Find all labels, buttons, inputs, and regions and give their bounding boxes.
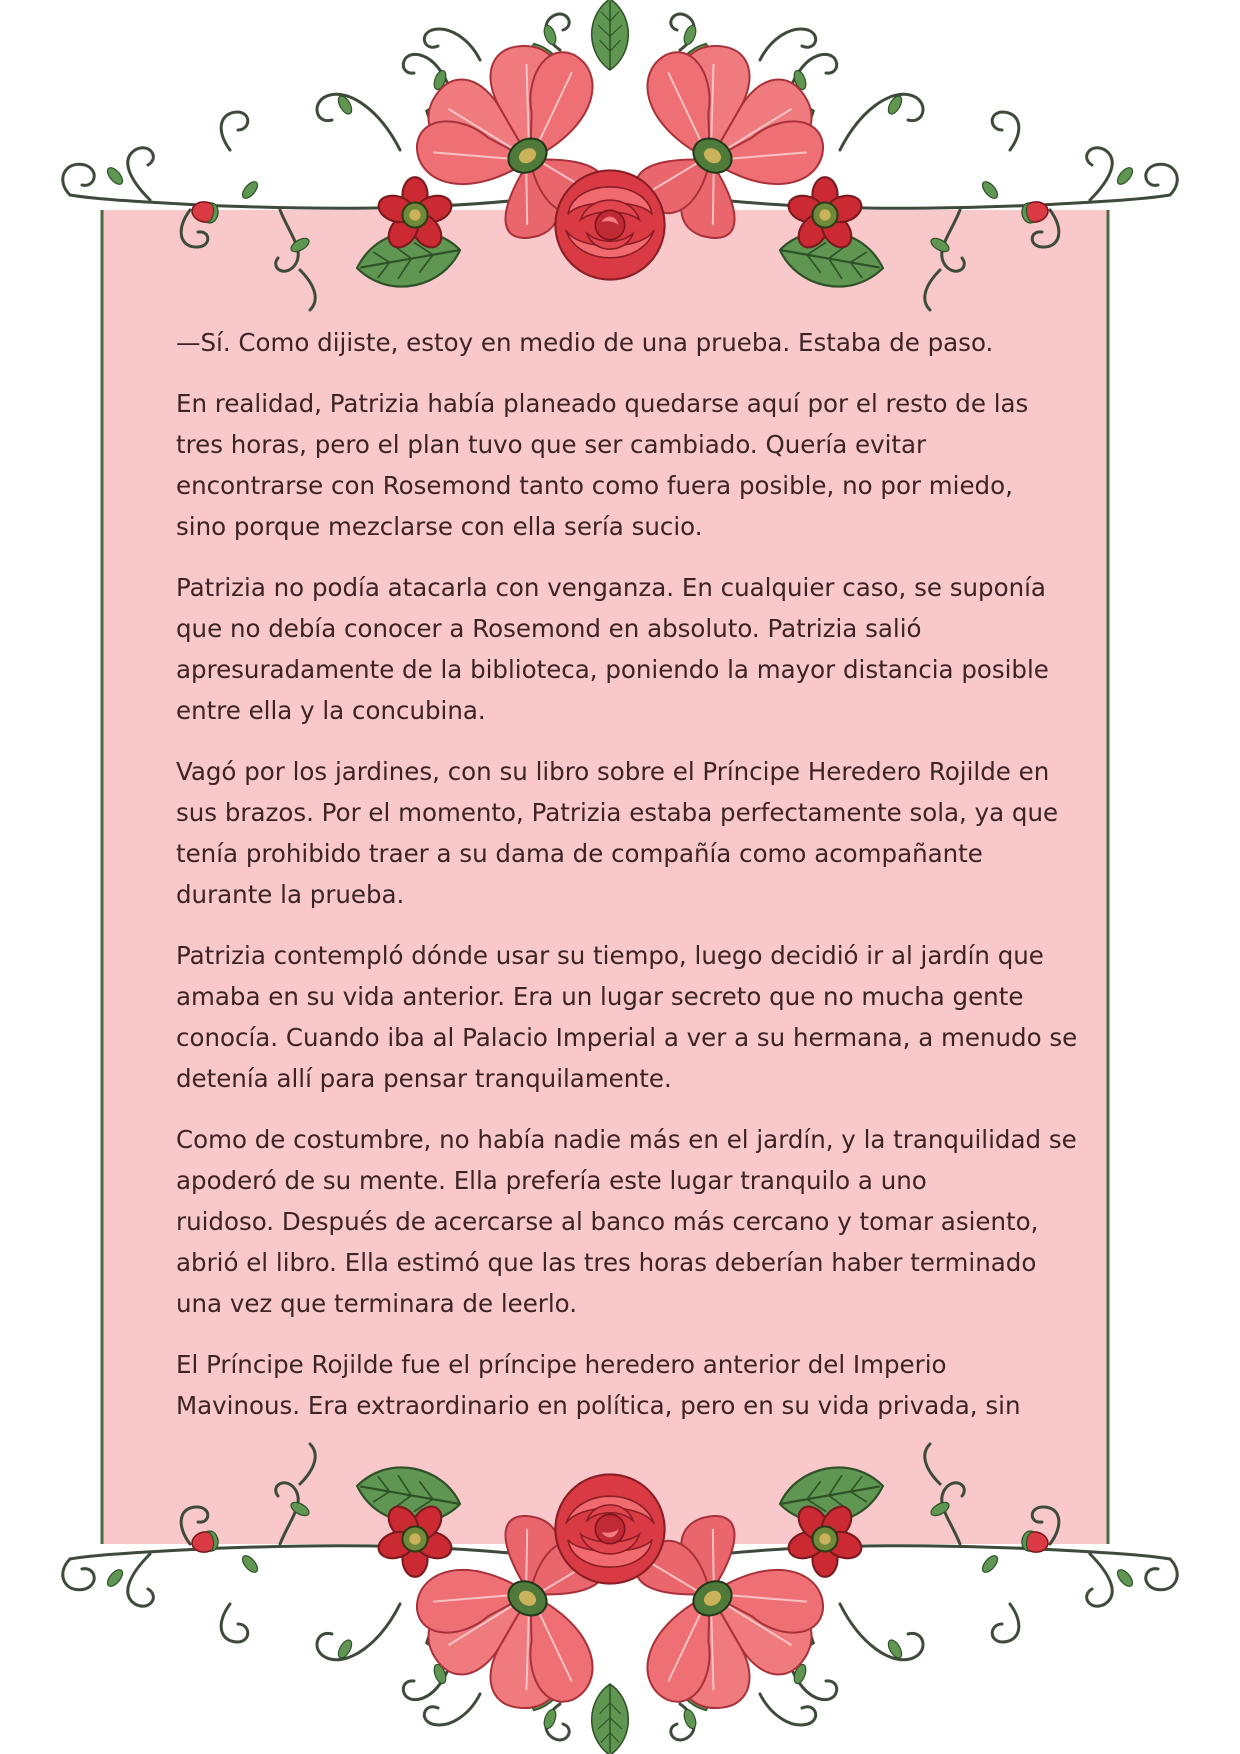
text-line: El Príncipe Rojilde fue el príncipe heredero anterior del Imperio <box>176 1350 947 1379</box>
text-line: abrió el libro. Ella estimó que las tres horas deberían haber terminado <box>176 1248 1037 1277</box>
paragraph <box>176 935 1076 1099</box>
paragraph <box>176 567 1076 731</box>
text-line: Vagó por los jardines, con su libro sobre el Príncipe Heredero Rojilde en <box>176 757 1050 786</box>
paragraph <box>176 1344 1076 1426</box>
text-line: apresuradamente de la biblioteca, poniendo la mayor distancia posible <box>176 655 1049 684</box>
story-text <box>176 322 1076 1442</box>
text-line: tres horas, pero el plan tuvo que ser cambiado. Quería evitar <box>176 430 927 459</box>
paragraph <box>176 751 1076 915</box>
text-line: sino porque mezclarse con ella sería sucio. <box>176 512 703 541</box>
text-line: Patrizia contempló dónde usar su tiempo, luego decidió ir al jardín que <box>176 941 1044 970</box>
paragraph <box>176 383 1076 547</box>
text-line: En realidad, Patrizia había planeado quedarse aquí por el resto de las <box>176 389 1029 418</box>
paragraph <box>176 322 1076 363</box>
paragraph <box>176 1119 1076 1324</box>
text-line: Patrizia no podía atacarla con venganza. En cualquier caso, se suponía <box>176 573 1046 602</box>
text-line: ruidoso. Después de acercarse al banco más cercano y tomar asiento, <box>176 1207 1039 1236</box>
text-line: encontrarse con Rosemond tanto como fuera posible, no por miedo, <box>176 471 1013 500</box>
text-line: Como de costumbre, no había nadie más en el jardín, y la tranquilidad se <box>176 1125 1077 1154</box>
text-line: sus brazos. Por el momento, Patrizia estaba perfectamente sola, ya que <box>176 798 1059 827</box>
text-line: entre ella y la concubina. <box>176 696 486 725</box>
text-line: una vez que terminara de leerlo. <box>176 1289 578 1318</box>
text-line: Mavinous. Era extraordinario en política, pero en su vida privada, sin <box>176 1391 1021 1420</box>
text-line: —Sí. Como dijiste, estoy en medio de una prueba. Estaba de paso. <box>176 328 994 357</box>
text-line: apoderó de su mente. Ella prefería este lugar tranquilo a uno <box>176 1166 927 1195</box>
text-line: tenía prohibido traer a su dama de compañía como acompañante <box>176 839 983 868</box>
text-line: detenía allí para pensar tranquilamente. <box>176 1064 672 1093</box>
text-line: que no debía conocer a Rosemond en absoluto. Patrizia salió <box>176 614 922 643</box>
text-line: durante la prueba. <box>176 880 405 909</box>
text-line: amaba en su vida anterior. Era un lugar secreto que no mucha gente <box>176 982 1024 1011</box>
text-line: conocía. Cuando iba al Palacio Imperial a ver a su hermana, a menudo se <box>176 1023 1078 1052</box>
